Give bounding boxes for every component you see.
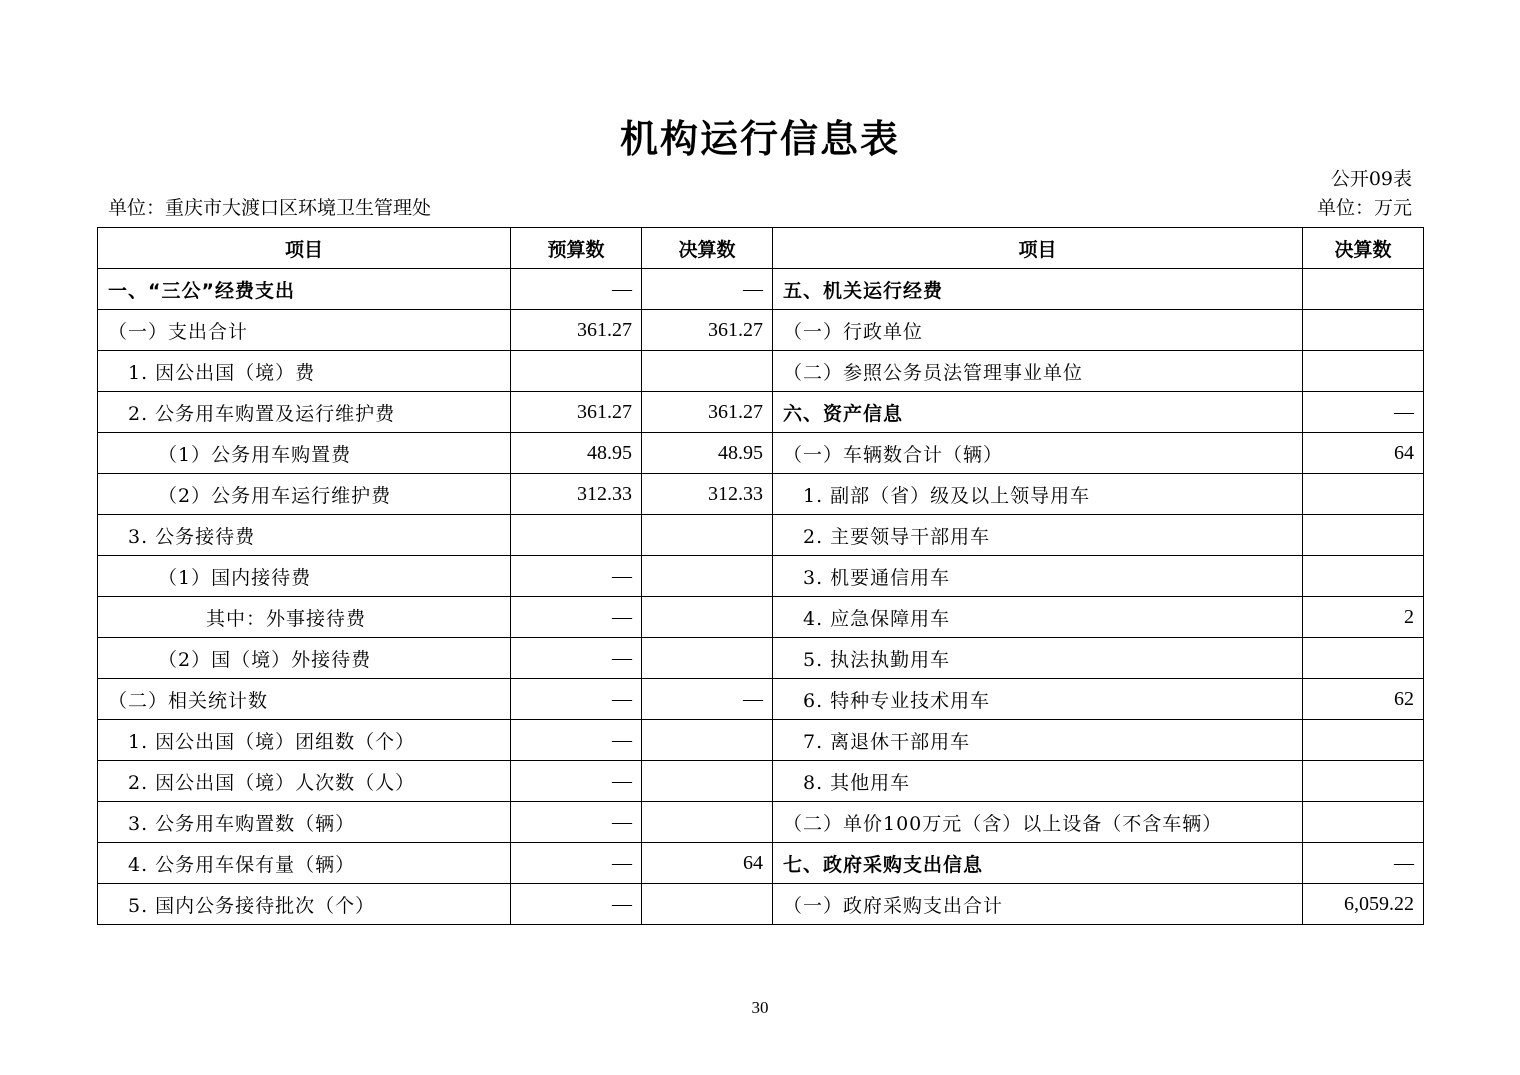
left-item-cell: 1. 因公出国（境）费 [98, 351, 511, 392]
right-final-cell [1303, 802, 1424, 843]
right-final-cell [1303, 720, 1424, 761]
right-final-cell: — [1303, 843, 1424, 884]
organization-unit: 单位：重庆市大渡口区环境卫生管理处 [108, 197, 432, 219]
right-final-cell [1303, 556, 1424, 597]
left-item-cell: （二）相关统计数 [98, 679, 511, 720]
right-item-cell: 8. 其他用车 [773, 761, 1303, 802]
right-final-cell [1303, 515, 1424, 556]
right-item-cell: （一）车辆数合计（辆） [773, 433, 1303, 474]
right-final-cell [1303, 761, 1424, 802]
table-row [98, 843, 1424, 884]
right-item-cell: （一）行政单位 [773, 310, 1303, 351]
budget-cell: 361.27 [511, 392, 642, 433]
table-row [98, 515, 1424, 556]
left-item-cell: 一、“三公”经费支出 [98, 269, 511, 310]
right-final-cell: 62 [1303, 679, 1424, 720]
budget-cell: — [511, 597, 642, 638]
left-item-cell: 3. 公务接待费 [98, 515, 511, 556]
table-row [98, 679, 1424, 720]
final-cell [642, 556, 773, 597]
table-row [98, 597, 1424, 638]
right-final-cell [1303, 638, 1424, 679]
table-row [98, 802, 1424, 843]
page-number: 30 [751, 998, 769, 1017]
table-row [98, 638, 1424, 679]
left-item-cell: 其中：外事接待费 [98, 597, 511, 638]
right-item-cell: 1. 副部（省）级及以上领导用车 [773, 474, 1303, 515]
final-cell [642, 761, 773, 802]
budget-cell: 361.27 [511, 310, 642, 351]
table-body [98, 269, 1424, 925]
left-item-cell: 5. 国内公务接待批次（个） [98, 884, 511, 925]
table-row [98, 761, 1424, 802]
right-item-cell: （二）单价100万元（含）以上设备（不含车辆） [773, 802, 1303, 843]
final-cell: 48.95 [642, 433, 773, 474]
budget-cell: — [511, 761, 642, 802]
right-final-cell [1303, 310, 1424, 351]
budget-cell: 48.95 [511, 433, 642, 474]
right-item-cell: 2. 主要领导干部用车 [773, 515, 1303, 556]
final-cell: 361.27 [642, 310, 773, 351]
final-cell: 64 [642, 843, 773, 884]
budget-cell: — [511, 269, 642, 310]
header-budget: 预算数 [511, 228, 642, 269]
right-item-cell: 3. 机要通信用车 [773, 556, 1303, 597]
right-final-cell [1303, 474, 1424, 515]
left-item-cell: （1）公务用车购置费 [98, 433, 511, 474]
left-item-cell: 4. 公务用车保有量（辆） [98, 843, 511, 884]
final-cell [642, 802, 773, 843]
final-cell [642, 515, 773, 556]
right-item-cell: （一）政府采购支出合计 [773, 884, 1303, 925]
final-cell: — [642, 269, 773, 310]
left-item-cell: （一）支出合计 [98, 310, 511, 351]
table-row [98, 720, 1424, 761]
table-row [98, 433, 1424, 474]
budget-cell: — [511, 679, 642, 720]
right-item-cell: 六、资产信息 [773, 392, 1303, 433]
header-item-left: 项目 [98, 228, 511, 269]
left-item-cell: 3. 公务用车购置数（辆） [98, 802, 511, 843]
left-item-cell: （2）公务用车运行维护费 [98, 474, 511, 515]
right-final-cell: 64 [1303, 433, 1424, 474]
budget-cell: — [511, 720, 642, 761]
table-row [98, 884, 1424, 925]
form-number: 公开09表 [1330, 168, 1412, 190]
right-final-cell: 6,059.22 [1303, 884, 1424, 925]
right-item-cell: 6. 特种专业技术用车 [773, 679, 1303, 720]
right-item-cell: 4. 应急保障用车 [773, 597, 1303, 638]
budget-cell [511, 515, 642, 556]
left-item-cell: 2. 因公出国（境）人次数（人） [98, 761, 511, 802]
budget-cell: — [511, 843, 642, 884]
right-final-cell [1303, 351, 1424, 392]
budget-cell: 312.33 [511, 474, 642, 515]
right-final-cell: 2 [1303, 597, 1424, 638]
header-item-right: 项目 [773, 228, 1303, 269]
right-item-cell: 七、政府采购支出信息 [773, 843, 1303, 884]
table-row [98, 310, 1424, 351]
final-cell [642, 720, 773, 761]
left-item-cell: （2）国（境）外接待费 [98, 638, 511, 679]
info-table [97, 227, 1424, 925]
right-final-cell: — [1303, 392, 1424, 433]
right-item-cell: 7. 离退休干部用车 [773, 720, 1303, 761]
budget-cell: — [511, 556, 642, 597]
table-row [98, 556, 1424, 597]
right-item-cell: （二）参照公务员法管理事业单位 [773, 351, 1303, 392]
header-final-right: 决算数 [1303, 228, 1424, 269]
table-row [98, 269, 1424, 310]
table-header-row [98, 228, 1424, 269]
right-item-cell: 5. 执法执勤用车 [773, 638, 1303, 679]
final-cell [642, 884, 773, 925]
budget-cell: — [511, 802, 642, 843]
right-final-cell [1303, 269, 1424, 310]
budget-cell: — [511, 638, 642, 679]
budget-cell: — [511, 884, 642, 925]
table-row [98, 351, 1424, 392]
left-item-cell: 2. 公务用车购置及运行维护费 [98, 392, 511, 433]
table-row [98, 392, 1424, 433]
final-cell [642, 638, 773, 679]
table-row [98, 474, 1424, 515]
header-final-left: 决算数 [642, 228, 773, 269]
left-item-cell: （1）国内接待费 [98, 556, 511, 597]
right-item-cell: 五、机关运行经费 [773, 269, 1303, 310]
final-cell: 312.33 [642, 474, 773, 515]
currency-unit: 单位：万元 [1316, 197, 1412, 219]
final-cell [642, 597, 773, 638]
budget-cell [511, 351, 642, 392]
final-cell: — [642, 679, 773, 720]
left-item-cell: 1. 因公出国（境）团组数（个） [98, 720, 511, 761]
final-cell [642, 351, 773, 392]
page-title: 机构运行信息表 [619, 117, 900, 161]
final-cell: 361.27 [642, 392, 773, 433]
